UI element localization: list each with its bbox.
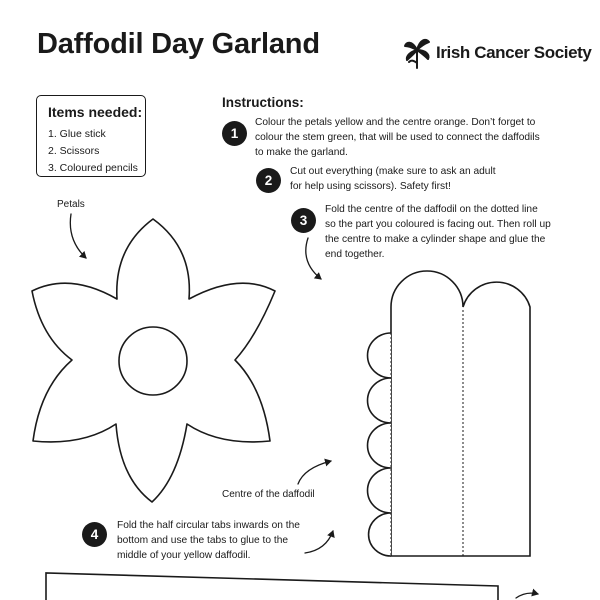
step-3-line: Fold the centre of the daffodil on the dotted line bbox=[325, 204, 538, 215]
item-glue-stick: 1. Glue stick bbox=[48, 128, 106, 140]
petals-arrow bbox=[70, 214, 86, 258]
step-2-number: 2 bbox=[256, 168, 281, 193]
step-3-line: so the part you coloured is facing out. Then roll up bbox=[325, 219, 551, 230]
centre-cutout bbox=[368, 271, 530, 556]
bottom-right-arrow bbox=[516, 593, 538, 598]
centre-label: Centre of the daffodil bbox=[222, 489, 315, 500]
step-1-number: 1 bbox=[222, 121, 247, 146]
centre-label-arrow bbox=[298, 461, 331, 484]
flower-centre-circle bbox=[119, 327, 187, 395]
stem-cutout bbox=[46, 573, 498, 600]
petals-cutout bbox=[32, 219, 275, 502]
page-title: Daffodil Day Garland bbox=[37, 28, 320, 60]
step-1-line: Colour the petals yellow and the centre orange. Don’t forget to bbox=[255, 117, 536, 128]
step-2-line: for help using scissors). Safety first! bbox=[290, 181, 451, 192]
step-3-arrow bbox=[306, 238, 321, 279]
item-coloured-pencils: 3. Coloured pencils bbox=[48, 162, 138, 174]
step-3-line: the centre to make a cylinder shape and glue the bbox=[325, 234, 546, 245]
step-4-line: bottom and use the tabs to glue to the bbox=[117, 535, 289, 546]
step-4-line: middle of your yellow daffodil. bbox=[117, 550, 251, 561]
instructions-heading: Instructions: bbox=[222, 95, 304, 110]
petals-label: Petals bbox=[57, 199, 85, 210]
logo-text: Irish Cancer Society bbox=[436, 43, 592, 62]
step-3-number: 3 bbox=[291, 208, 316, 233]
centre-cutout-outline bbox=[391, 271, 530, 556]
step-4-arrow bbox=[305, 531, 333, 553]
item-scissors: 2. Scissors bbox=[48, 145, 100, 157]
step-2-line: Cut out everything (make sure to ask an adult bbox=[290, 166, 496, 177]
step-1-line: colour the stem green, that will be used to connect the daffodils bbox=[255, 132, 540, 143]
step-1-line: to make the garland. bbox=[255, 147, 348, 158]
step-3-line: end together. bbox=[325, 249, 385, 260]
items-needed-title: Items needed: bbox=[48, 104, 143, 120]
step-4-number: 4 bbox=[82, 522, 107, 547]
step-4-line: Fold the half circular tabs inwards on the bbox=[117, 520, 300, 531]
half-circular-tabs bbox=[368, 333, 391, 556]
